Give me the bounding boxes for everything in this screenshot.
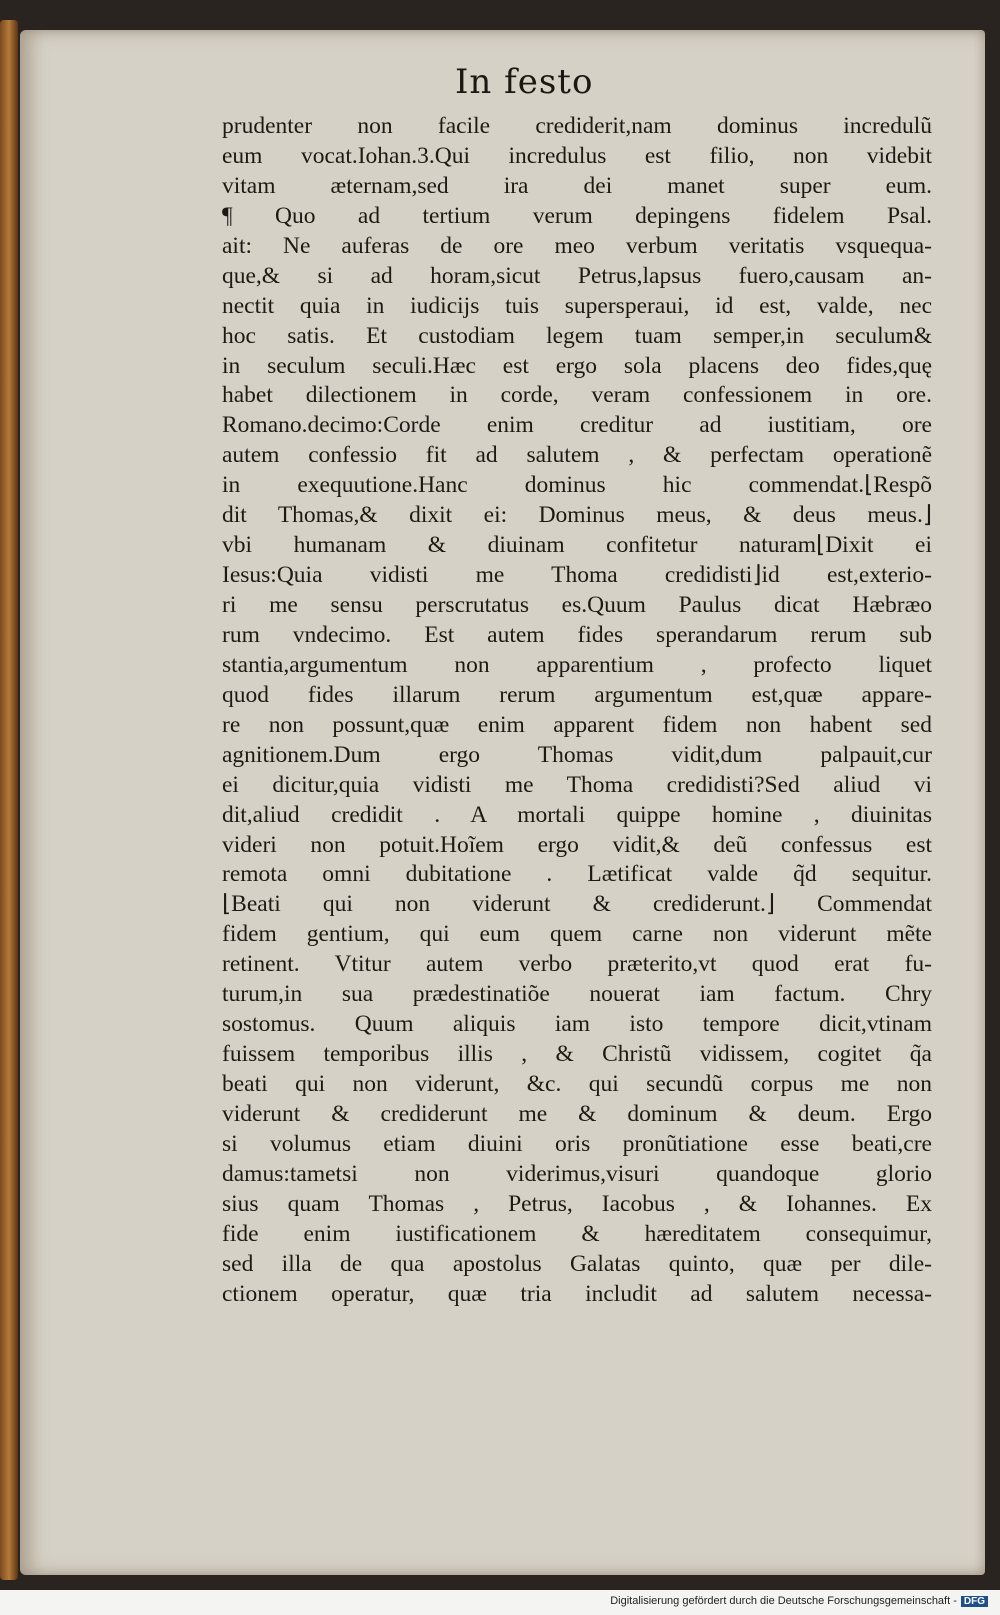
text-line: damus:tametsi non viderimus,visuri quandoque glorio xyxy=(222,1160,932,1187)
text-line: quod fides illarum rerum argumentum est,quæ appare- xyxy=(222,681,932,708)
text-line: stantia,argumentum non apparentium , profecto liquet xyxy=(222,651,932,678)
text-line: nectit quia in iudicijs tuis supersperaui, id est, valde, nec xyxy=(222,292,932,319)
text-line: viderunt & crediderunt me & dominum & deum. Ergo xyxy=(222,1100,932,1127)
text-line: sostomus. Quum aliquis iam isto tempore dicit,vtinam xyxy=(222,1011,932,1038)
text-line: rum vndecimo. Est autem fides sperandarum rerum sub xyxy=(222,621,932,648)
text-line: videri non potuit.Hoĩem ergo vidit,& deũ confessus est xyxy=(222,831,932,858)
running-head: In festo xyxy=(455,62,594,102)
text-line: prudenter non facile crediderit,nam dominus incredulũ xyxy=(222,113,932,139)
text-line: ctionem operatur, quæ tria includit ad salutem necessa- xyxy=(222,1280,932,1307)
text-line: Iesus:Quia vidisti me Thoma credidisti⌋id est,exterio- xyxy=(222,562,932,589)
text-line: fide enim iustificationem & hæreditatem consequimur, xyxy=(222,1220,932,1247)
text-line: sius quam Thomas , Petrus, Iacobus , & Iohannes. Ex xyxy=(222,1190,932,1217)
footer-credit-text: Digitalisierung gefördert durch die Deutsche Forschungsgemeinschaft - xyxy=(610,1595,957,1607)
text-line: remota omni dubitatione . Lætificat valde q̃d sequitur. xyxy=(222,861,932,888)
text-line: agnitionem.Dum ergo Thomas vidit,dum palpauit,cur xyxy=(222,741,932,768)
text-line: in exequutione.Hanc dominus hic commendat.⌊Respõ xyxy=(222,472,932,499)
text-line: dit,aliud credidit . A mortali quippe homine , diuinitas xyxy=(222,801,932,828)
text-line: retinent. Vtitur autem verbo præterito,vt quod erat fu- xyxy=(222,951,932,978)
dfg-logo: DFG xyxy=(961,1596,988,1607)
text-line: ¶ Quo ad tertium verum depingens fidelem Psal. xyxy=(222,202,932,229)
text-line: ait: Ne auferas de ore meo verbum veritatis vsquequa- xyxy=(222,232,932,259)
text-line: fuissem temporibus illis , & Christũ vidissem, cogitet q̃a xyxy=(222,1041,932,1068)
text-line: re non possunt,quæ enim apparent fidem non habent sed xyxy=(222,711,932,738)
text-line: dit Thomas,& dixit ei: Dominus meus, & deus meus.⌋ xyxy=(222,502,932,529)
text-line: vitam æternam,sed ira dei manet super eum. xyxy=(222,172,932,199)
text-line: autem confessio fit ad salutem , & perfectam operationẽ xyxy=(222,442,932,469)
text-line: in seculum seculi.Hæc est ergo sola placens deo fides,quę xyxy=(222,352,932,379)
text-line: que,& si ad horam,sicut Petrus,lapsus fuero,causam an- xyxy=(222,262,932,289)
text-line: habet dilectionem in corde, veram confessionem in ore. xyxy=(222,382,932,409)
digitization-footer xyxy=(610,1595,988,1607)
text-line: fidem gentium, qui eum quem carne non viderunt mẽte xyxy=(222,921,932,948)
text-line: Romano.decimo:Corde enim creditur ad iustitiam, ore xyxy=(222,412,932,439)
text-line: hoc satis. Et custodiam legem tuam semper,in seculum& xyxy=(222,322,932,349)
text-line: ⌊Beati qui non viderunt & crediderunt.⌋ Commendat xyxy=(222,891,932,918)
text-line: eum vocat.Iohan.3.Qui incredulus est filio, non videbit xyxy=(222,142,932,169)
book-spine xyxy=(0,20,18,1580)
text-line: sed illa de qua apostolus Galatas quinto, quæ per dile- xyxy=(222,1250,932,1277)
text-line: ri me sensu perscrutatus es.Quum Paulus dicat Hæbræo xyxy=(222,592,932,618)
text-line: ei dicitur,quia vidisti me Thoma credidisti?Sed aliud vi xyxy=(222,771,932,798)
text-line: turum,in sua prædestinatiõe nouerat iam factum. Chry xyxy=(222,981,932,1008)
text-line: vbi humanam & diuinam confitetur naturam⌊Dixit ei xyxy=(222,532,932,559)
body-text xyxy=(222,112,932,1310)
text-line: beati qui non viderunt, &c. qui secundũ corpus me non xyxy=(222,1071,932,1097)
text-line: si volumus etiam diuini oris pronũtiatione esse beati,cre xyxy=(222,1130,932,1157)
